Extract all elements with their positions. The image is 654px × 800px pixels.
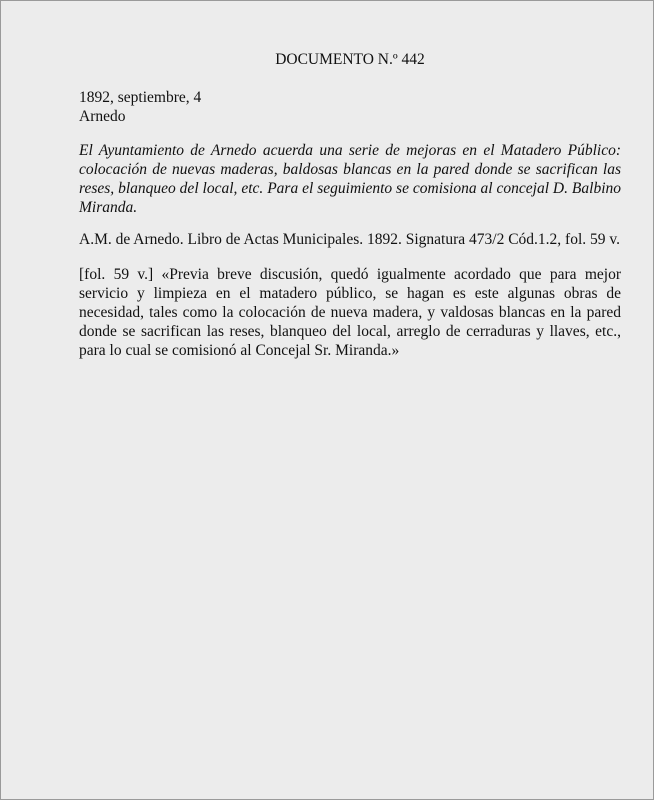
document-summary: El Ayuntamiento de Arnedo acuerda una serie de mejoras en el Matadero Público: colocación de nuevas maderas, baldosas blancas en la pared donde se sacrifican las reses, blanqueo del local, etc. Para el seguimiento se comisiona al concejal D. Balbino Miranda. bbox=[79, 142, 621, 216]
document-date: 1892, septiembre, 4 bbox=[79, 89, 202, 106]
archival-source: A.M. de Arnedo. Libro de Actas Municipales. 1892. Signatura 473/2 Cód.1.2, fol. 59 v. bbox=[79, 231, 620, 248]
document-transcription: [fol. 59 v.] «Previa breve discusión, quedó igualmente acordado que para mejor servicio y limpieza en el matadero público, se hagan es este algunas obras de necesidad, tales como la colocación de nueva madera, y valdosas blancas en la pared donde se sacrifican las reses, blanqueo del local, arreglo de cerraduras y llaves, etc., para lo cual se comisionó al Concejal Sr. Miranda.» bbox=[79, 266, 621, 359]
document-place: Arnedo bbox=[79, 108, 126, 125]
document-number: DOCUMENTO N.º 442 bbox=[275, 51, 425, 68]
date-place-block bbox=[79, 88, 619, 126]
